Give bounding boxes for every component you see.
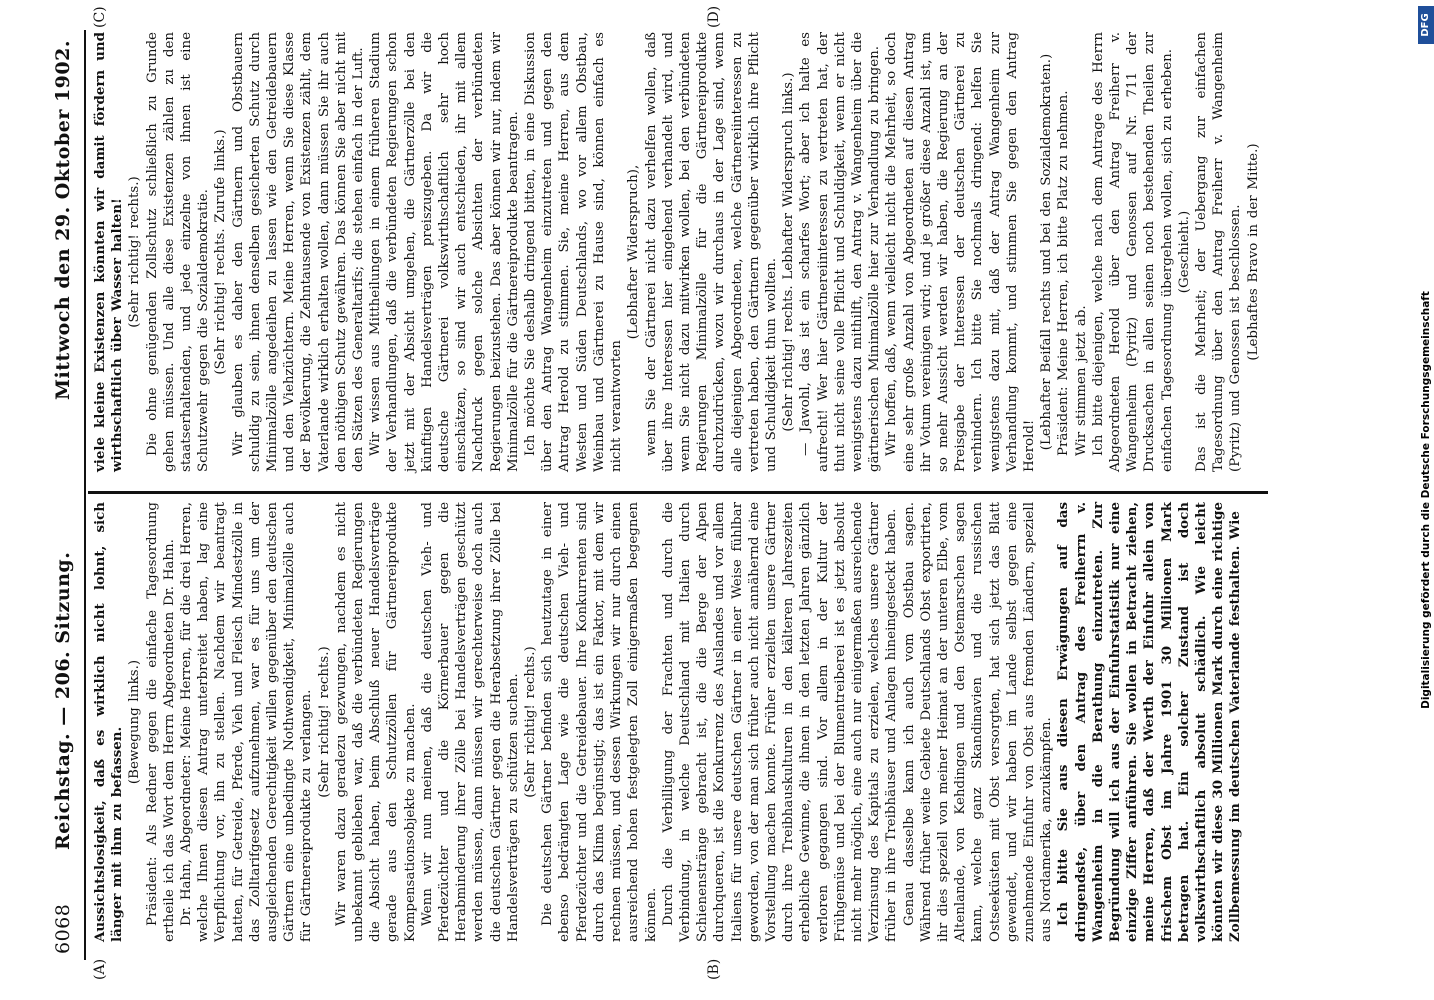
paragraph: wenn Sie der Gärtnerei nicht dazu verhelfen wollen, daß über ihre Interessen hier eingehend verhandelt wird, und wenn Sie nicht dazu mitwirken wollen, bei den verbündeten Regierungen Minimalzölle für die Gärtnereiprodukte durchzudrücken, wozu wir durchaus in der Lage sind, wenn alle diejenigen Abgeordneten, welche Gärtnereiinteressen zu vertreten haben, den Gärtnern gegenüber wirklich ihre Pflicht und Schuldigkeit thun wollten. [643, 32, 779, 472]
paragraph: Genau dasselbe kann ich auch vom Obstbau sagen. Während früher weite Gebiete Deutschlands Obst exportirten, ihr dies speziell von meiner Heimat an der unteren Elbe, vom Altenlande, von Kehdingen und den Ostemarschen sagen kann, welche ganz Skandinavien und die russischen Ostseeküsten mit Obst versorgten, hat sich jetzt das Blatt gewendet, und wir haben im Lande selbst gegen eine zunehmende Einfuhr von Obst aus fremden Ländern, speziell aus Nordamerika, anzukämpfen. [901, 502, 1055, 942]
header-right-title: Mittwoch den 29. Oktober 1902. [52, 40, 74, 400]
dfg-logo [1418, 6, 1434, 44]
paragraph: Ich möchte Sie deshalb dringend bitten, in eine Diskussion über den Antrag Wangenheim einzutreten und gegen den Antrag Herold zu stimmen. Sie, meine Herren, aus dem Westen und Süden Deutschlands, wo vor allem Obstbau, Weinbau und Gärtnerei zu Hause sind, können einfach es nicht verantworten [523, 32, 625, 472]
paragraph: Ich bitte Sie aus diesen Erwägungen auf das dringendste, über den Antrag des Freiherrn v. Wangenheim in die Berathung einzutreten. Zur Begründung will ich aus der Einfuhrstatistik nur eine einzige Ziffer anführen. Sie wollen in Betracht ziehen, meine Herren, daß der Werth der Einfuhr allein von frischem Obst im Jahre 1901 30 Millionen Mark betragen hat. Ein solcher Zustand ist doch volkswirthschaftlich absolut schädlich. Wie leicht könnten wir diese 30 Millionen Mark durch eine richtige Zollbemessung im deutschen Vaterlande festhalten. Wie [1055, 502, 1244, 942]
header-rule [84, 30, 86, 960]
paragraph: (Sehr richtig! rechts.) [523, 646, 539, 798]
paragraph: (Bewegung links.) [127, 659, 143, 785]
paragraph: Das ist die Mehrheit; der Uebergang zur einfachen Tagesordnung über den Antrag Freiherr v. Wangenheim (Pyritz) und Genossen ist beschlossen. [1194, 32, 1244, 472]
margin-mark-d: (D) [706, 5, 722, 28]
paragraph: (Sehr richtig! rechts. Lebhafter Widerspruch links.) [781, 72, 797, 432]
paragraph: — Jawohl, das ist ein scharfes Wort; aber ich halte es aufrecht! Wer hier Gärtnereiinteressen zu vertreten hat, der thut nicht seine volle Pflicht und Schuldigkeit, wenn er nicht wenigstens dazu mithilft, den Antrag v. Wangenheim über die gärtnerischen Minimalzölle hier zur Verhandlung zu bringen. [798, 32, 883, 472]
margin-mark-c: (C) [92, 6, 108, 28]
dfg-logo-text: DFG [1420, 13, 1431, 37]
paragraph: Präsident: Als Redner gegen die einfache Tagesordnung ertheile ich das Wort dem Herrn Abgeordneten Dr. Hahn. [144, 502, 177, 942]
paragraph: Durch die Verbilligung der Frachten und durch die Verbindung, in welche Deutschland mit Italien durch Schienenstränge gebracht ist, die die Berge der Alpen durchqueren, ist die Konkurrenz des Auslandes und vor allem Italiens für unsere deutschen Gärtner in einer Weise fühlbar geworden, von der man sich früher auch nicht annähernd eine Vorstellung machen konnte. Früher erzielten unsere Gärtner durch ihre Treibhauskulturen in den kälteren Jahreszeiten erhebliche Gewinne, die ihnen in den letzten Jahren gänzlich verloren gegangen sind. Vor allem in der Kultur der Frühgemüse und bei der Blumentreiberei ist es jetzt absolut nicht mehr möglich, eine auch nur einigermaßen ausreichende Verzinsung des Kapitals zu erzielen, welches unsere Gärtner früher in ihre Treibhäuser und Anlagen hineingesteckt haben. [660, 502, 900, 942]
paragraph: Präsident: Meine Herren, ich bitte Platz zu nehmen. [1056, 90, 1072, 456]
column-divider [88, 491, 1268, 494]
paragraph: Wir glauben es daher den Gärtnern und Obstbauern schuldig zu sein, ihnen denselben gesicherten Schutz durch Minimalzölle angedeihen zu lassen wie den Getreidebauern und den Viehzüchtern. Meine Herren, wenn Sie diese Klasse der Bevölkerung, die Zehntausende von Existenzen zählt, dem Vaterlande wirklich erhalten wollen, dann müssen Sie ihr auch den nöthigen Schutz gewähren. Das können Sie aber nicht mit den Sätzen des Generaltarifs; die stehen einfach in der Luft. [230, 32, 367, 472]
paragraph: (Geschieht.) [1176, 210, 1192, 294]
paragraph: (Sehr richtig! rechts.) [127, 176, 143, 328]
paragraph: (Sehr richtig! rechts. Zurufe links.) [213, 129, 229, 375]
digitization-credit: Digitalisierung gefördert durch die Deutsche Forschungsgemeinschaft [1420, 291, 1432, 709]
paragraph: (Sehr richtig! rechts.) [316, 646, 332, 798]
right-text-column [92, 32, 1262, 472]
paragraph: Wir waren dazu geradezu gezwungen, nachdem es nicht unbekannt geblieben war, daß die verbündeten Regierungen die Absicht haben, beim Abschluß neuer Handelsverträge gerade aus den Schutzzöllen für Gärtnereiprodukte Kompensationsobjekte zu machen. [333, 502, 418, 942]
paragraph: (Lebhafter Beifall rechts und bei den Sozialdemokraten.) [1039, 53, 1055, 451]
page-number: 6068 [52, 903, 74, 954]
paragraph: (Lebhafter Widerspruch), [626, 164, 642, 340]
digitization-credit-strip [1418, 0, 1434, 1000]
paragraph: Wir hoffen, daß, wenn vielleicht nicht die Mehrheit, so doch eine sehr große Anzahl von Abgeordneten auf diesen Antrag ihr Votum vereinigen wird; und je größer diese Anzahl ist, um so mehr Aussicht werden wir haben, die Regierung an der Preisgabe der Interessen der deutschen Gärtnerei zu verhindern. Ich bitte Sie nochmals dringend: helfen Sie wenigstens dazu mit, daß der Antrag Wangenheim zur Verhandlung kommt, und stimmen Sie gegen den Antrag Herold! [884, 32, 1037, 472]
left-text-column [92, 502, 1245, 942]
paragraph: Dr. Hahn, Abgeordneter: Meine Herren, für die drei Herren, welche Ihnen diesen Antrag unterbreitet haben, lag eine Verpflichtung vor, ihn zu stellen. Nachdem wir beantragt hatten, für Getreide, Pferde, Vieh und Fleisch Mindestzölle in das Zolltarifgesetz aufzunehmen, war es für uns um der ausgleichenden Gerechtigkeit willen gegenüber den deutschen Gärtnern eine unbedingte Nothwendigkeit, Minimalzölle auch für Gärtnereiprodukte zu verlangen. [179, 502, 315, 942]
margin-mark-a: (A) [92, 958, 108, 980]
paragraph: Aussichtslosigkeit, daß es wirklich nicht lohnt, sich länger mit ihm zu befassen. [92, 502, 126, 942]
paragraph: Die deutschen Gärtner befinden sich heutzutage in einer ebenso bedrängten Lage wie die deutschen Vieh- und Pferdezüchter und die Getreidebauer. Ihre Konkurrenten sind durch das Klima begünstigt; das ist ein Faktor, mit dem wir rechnen müssen, und dessen Wirkungen wir nur durch einen ausreichend hohen festgelegten Zoll einigermaßen begegnen können. [540, 502, 659, 942]
paragraph: Wir stimmen jetzt ab. [1073, 305, 1089, 456]
running-header [52, 30, 78, 960]
header-left-title: Reichstag. — 206. Sitzung. [52, 551, 74, 850]
paragraph: Wenn wir nun meinen, daß die deutschen Vieh- und Pferdezüchter und die Körnerbauer gegen die Herabminderung ihrer Zölle bei Handelsverträgen geschützt werden müssen, dann müssen wir gerechterweise doch auch die deutschen Gärtner gegen die Herabsetzung ihrer Zölle bei Handelsverträgen zu schützen suchen. [419, 502, 521, 942]
paragraph: Ich bitte diejenigen, welche nach dem Antrage des Herrn Abgeordneten Herold über den Antrag Freiherr v. Wangenheim (Pyritz) und Genossen auf Nr. 711 der Drucksachen in allen seinen noch bestehenden Theilen zur einfachen Tagesordnung übergehen wollen, sich zu erheben. [1090, 32, 1175, 472]
margin-mark-b: (B) [706, 958, 722, 980]
paragraph: viele kleine Existenzen könnten wir damit fördern und wirthschaftlich über Wasser halten! [92, 32, 126, 472]
paragraph: Wir wissen aus Mittheilungen in einem früheren Stadium der Verhandlungen, daß die verbündeten Regierungen schon jetzt mit der Absicht umgehen, die Gärtnerzölle bei den künftigen Handelsverträgen preiszugeben. Da wir die deutsche Gärtnerei volkswirthschaftlich sehr hoch einschätzen, so sind wir auch entschieden, ihr mit allem Nachdruck gegen solche Absichten der verbündeten Regierungen beizustehen. Das aber können wir nur, indem wir Minimalzölle für die Gärtnereiprodukte beantragen. [368, 32, 521, 472]
paragraph: Die ohne genügenden Zollschutz schließlich zu Grunde gehen müssen. Und alle diese Existenzen zählen zu den staatserhaltenden, und jede einzelne von ihnen ist eine Schutzwehr gegen die Sozialdemokratie. [144, 32, 212, 472]
paragraph: (Lebhaftes Bravo in der Mitte.) [1245, 143, 1261, 361]
